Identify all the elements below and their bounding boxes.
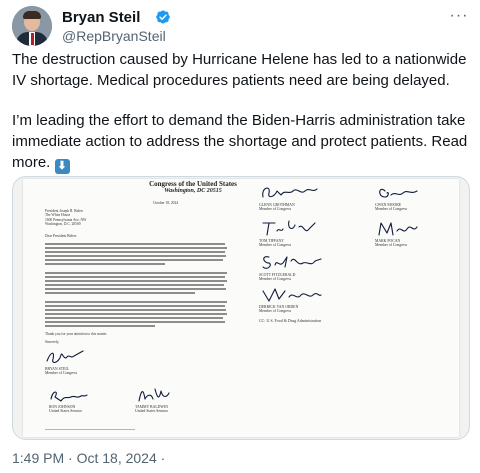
signature-tiffany: [259, 217, 319, 239]
letterhead-line-2: Washington, DC 20515: [164, 188, 222, 194]
signer-name: GLENN GROTHMAN: [259, 203, 295, 207]
down-arrow-emoji-icon: ⬇: [55, 159, 70, 174]
signer-pocan: [375, 239, 407, 248]
recipient-line: 1600 Pennsylvania Ave, NW: [45, 217, 87, 222]
post-paragraph-2: [12, 110, 468, 174]
signer-moore: [375, 203, 407, 212]
signature-moore: [375, 183, 419, 203]
signer-title: Member of Congress: [375, 243, 408, 248]
letter-thanks: Thank you for your attention to this matter.: [45, 332, 108, 336]
avatar[interactable]: [12, 6, 52, 46]
signer-johnson: [49, 405, 82, 414]
signer-grothman: [259, 203, 295, 212]
letter-recipient: [45, 209, 115, 227]
letter-image[interactable]: [12, 176, 470, 440]
signer-title: United States Senator: [135, 409, 168, 414]
signer-name: TOM TIFFANY: [259, 239, 285, 243]
signer-name: GWEN MOORE: [375, 203, 402, 207]
letter-cc: CC: U.S. Food & Drug Administration: [259, 318, 322, 323]
recipient-line: President Joseph R. Biden: [45, 209, 83, 213]
author-handle[interactable]: @RepBryanSteil: [62, 28, 166, 44]
signer-title: Member of Congress: [259, 243, 292, 248]
signature-grothman: [259, 183, 319, 203]
signer-name: MARK POCAN: [375, 239, 401, 243]
letter-date: October 18, 2024: [153, 201, 179, 205]
signer-baldwin: [135, 405, 168, 414]
letter-letterhead: [123, 181, 263, 195]
letterhead-line-1: Congress of the United States: [149, 180, 237, 188]
avatar-tie: [31, 33, 34, 45]
author-name[interactable]: Bryan Steil: [62, 9, 141, 26]
verified-badge-icon: [155, 9, 171, 25]
signature-steil: [45, 347, 85, 367]
signer-name: SCOTT FITZGERALD: [259, 273, 296, 277]
post-paragraph-2-text: I’m leading the effort to demand the Biden-Harris administration take immediate action to address the shortage and protect patients. Read more.: [12, 112, 468, 171]
signer-van-orden: [259, 305, 298, 314]
signer-name: RON JOHNSON: [49, 405, 76, 409]
signature-fitzgerald: [259, 251, 323, 273]
letter-footer-rule: [45, 429, 135, 430]
signature-baldwin: [135, 385, 171, 405]
letter-salutation: Dear President Biden:: [45, 234, 77, 238]
signer-steil: [45, 367, 77, 376]
signer-name: BRYAN STEIL: [45, 367, 69, 371]
signature-johnson: [49, 387, 89, 405]
avatar-hair: [23, 11, 41, 19]
post-timestamp[interactable]: 1:49 PM · Oct 18, 2024 ·: [12, 450, 166, 466]
signer-fitzgerald: [259, 273, 295, 282]
signer-name: DERRICK VAN ORDEN: [259, 305, 299, 309]
signer-title: Member of Congress: [375, 207, 408, 212]
letter-closing: Sincerely,: [45, 340, 60, 344]
signer-title: Member of Congress: [259, 309, 292, 314]
signer-name: TAMMY BALDWIN: [135, 405, 168, 409]
recipient-line: Washington, D.C. 20500: [45, 222, 81, 227]
post-paragraph-1: The destruction caused by Hurricane Helene has led to a nationwide IV shortage. Medical procedures patients need are being delayed.: [12, 51, 467, 89]
signer-title: Member of Congress: [45, 371, 78, 376]
signer-title: Member of Congress: [259, 277, 292, 282]
more-options-icon[interactable]: ···: [449, 7, 469, 24]
signature-pocan: [375, 219, 419, 239]
signature-van-orden: [259, 285, 323, 305]
signer-title: Member of Congress: [259, 207, 292, 212]
recipient-line: The White House: [45, 213, 71, 218]
signer-title: United States Senator: [49, 409, 82, 414]
letter-page: [23, 179, 459, 437]
signer-tiffany: [259, 239, 291, 248]
